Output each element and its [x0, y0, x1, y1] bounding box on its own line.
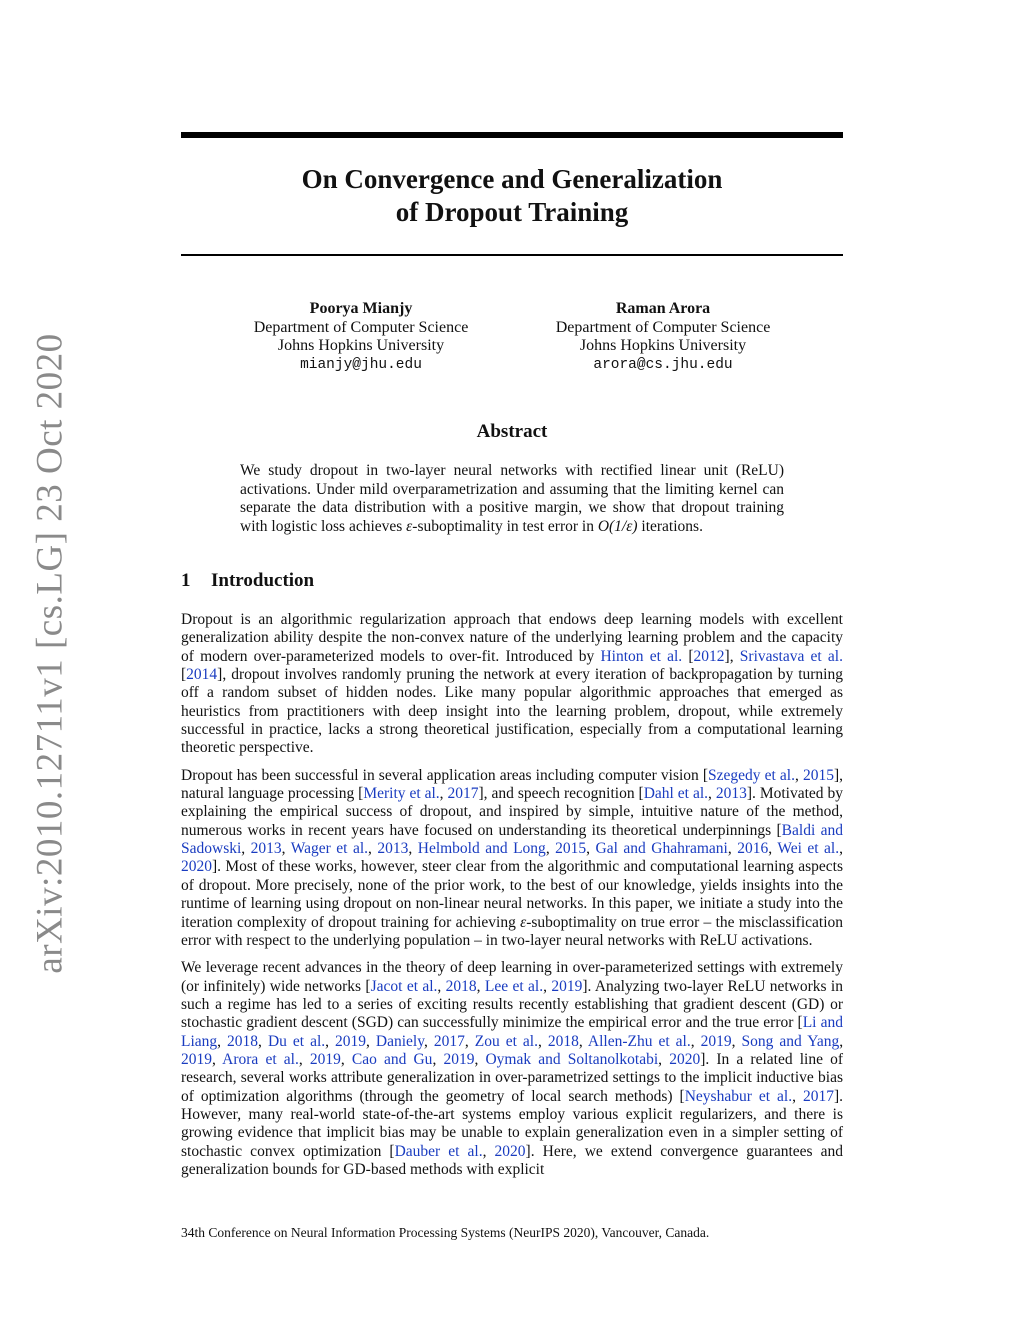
citation-link[interactable]: Dahl et al. — [643, 785, 708, 803]
citation-link[interactable]: 2017 — [802, 1087, 834, 1105]
text: ]. Here, we extend convergence guarantees and generalization bounds for GD-based methods with explicit — [181, 1142, 844, 1178]
author-department: Department of Computer Science — [555, 318, 771, 336]
section-body — [181, 611, 843, 1188]
citation-link[interactable]: Baldi and Sadowski — [181, 821, 843, 858]
citation-link[interactable]: 2019 — [181, 1050, 212, 1068]
citation-link[interactable]: Hinton et al. — [600, 647, 683, 665]
epsilon-symbol: ε — [520, 913, 527, 931]
text: , — [241, 840, 251, 858]
text: , — [423, 1032, 434, 1050]
text: [ — [181, 666, 187, 684]
section-heading — [181, 570, 314, 592]
section-title: Introduction — [211, 570, 315, 591]
text: , — [432, 1050, 444, 1068]
text: , — [727, 840, 738, 858]
author-email[interactable]: arora@cs.jhu.edu — [593, 356, 733, 373]
abstract-text — [240, 462, 784, 536]
text: , — [794, 766, 803, 784]
text: , — [543, 977, 552, 995]
citation-link[interactable]: Jacot et al. — [370, 977, 438, 995]
title-line-2: of Dropout Training — [395, 197, 629, 227]
section-number: 1 — [181, 570, 191, 591]
citation-link[interactable]: Helmbold and Long — [417, 840, 546, 858]
paper-title — [181, 163, 843, 229]
citation-link[interactable]: 2019 — [700, 1032, 732, 1050]
citation-link[interactable]: 2019 — [443, 1050, 475, 1068]
text: , — [586, 840, 596, 858]
citation-link[interactable]: Li and Liang — [181, 1014, 843, 1050]
text: We leverage recent advances in the theory of deep learning in over-parameterized settings with extremely (or infinitely) wide networks [ — [181, 959, 843, 995]
citation-link[interactable]: Zou et al. — [474, 1032, 538, 1050]
citation-link[interactable]: Song and Yang — [741, 1032, 840, 1050]
conference-footnote: 34th Conference on Neural Information Processing Systems (NeurIPS 2020), Vancouver, Canada. — [181, 1225, 710, 1240]
author-university: Johns Hopkins University — [579, 337, 747, 355]
citation-link[interactable]: Daniely — [375, 1032, 424, 1050]
citation-link[interactable]: 2016 — [737, 840, 769, 858]
text: Dropout is an algorithmic regularization approach that endows deep learning models with excellent generalization ability despite the non-convex nature of the underlying learning problem and the capacity of modern over-parameterized models to over-fit. Introduced by — [181, 611, 843, 665]
citation-link[interactable]: 2020 — [669, 1050, 701, 1068]
text: ], and speech recognition [ — [478, 785, 644, 803]
text: , — [325, 1032, 336, 1050]
text: , — [281, 840, 291, 858]
citation-link[interactable]: 2012 — [693, 647, 725, 665]
citation-link[interactable]: Dauber et al. — [394, 1142, 483, 1160]
author-name: Poorya Mianjy — [309, 300, 413, 317]
citation-link[interactable]: Arora et al. — [222, 1050, 299, 1068]
text: , — [476, 977, 485, 995]
text: ]. In a related line of research, several works attribute generalization in over-parametrized settings to the implicit inductive bias of optimization algorithms (through the geometry of local search methods) [ — [181, 1050, 844, 1105]
text: , — [437, 977, 446, 995]
text: , — [340, 1050, 352, 1068]
citation-link[interactable]: 2020 — [181, 858, 212, 876]
text: , — [464, 1032, 475, 1050]
text: , — [217, 1032, 228, 1050]
citation-link[interactable]: Merity et al. — [363, 785, 440, 803]
text: , — [408, 840, 418, 858]
citation-link[interactable]: Lee et al. — [484, 977, 544, 995]
title-top-rule — [181, 132, 843, 138]
citation-link[interactable]: 2015 — [802, 766, 834, 784]
text: , — [298, 1050, 310, 1068]
citation-link[interactable]: Wager et al. — [290, 840, 369, 858]
author-department: Department of Computer Science — [253, 318, 469, 336]
citation-link[interactable]: 2013 — [377, 840, 409, 858]
citation-link[interactable]: Oymak and Soltanolkotabi — [485, 1050, 659, 1068]
author-email[interactable]: mianjy@jhu.edu — [300, 356, 422, 373]
text: , — [258, 1032, 268, 1050]
text: , — [731, 1032, 742, 1050]
abstract-text-part: We study dropout in two-layer neural networks with rectified linear unit (ReLU) activations. Under mild overparametrization and assuming that the limiting kernel can separate the data distribution with a positive margin, we show that dropout training with logistic loss achieves — [240, 462, 784, 535]
citation-link[interactable]: 2017 — [433, 1032, 465, 1050]
paragraph-2 — [181, 767, 843, 950]
citation-link[interactable]: 2015 — [555, 840, 587, 858]
text: ]. Analyzing two-layer ReLU networks in such a regime has led to a series of exciting results recently establishing that gradient descent (GD) or stochastic gradient descent (SGD) can successfully minimize the empirical error and the true error [ — [181, 977, 843, 1032]
citation-link[interactable]: 2019 — [309, 1050, 341, 1068]
citation-link[interactable]: 2019 — [335, 1032, 367, 1050]
epsilon-symbol: ε — [406, 517, 413, 535]
text: , — [578, 1032, 588, 1050]
citation-link[interactable]: 2018 — [227, 1032, 259, 1050]
abstract-text-part: -suboptimality in test error in — [412, 517, 598, 535]
author-name: Raman Arora — [615, 300, 711, 317]
citation-link[interactable]: 2017 — [447, 785, 479, 803]
text: , — [368, 840, 378, 858]
citation-link[interactable]: Du et al. — [267, 1032, 326, 1050]
citation-link[interactable]: 2018 — [445, 977, 477, 995]
text: , — [768, 840, 778, 858]
citation-link[interactable]: Srivastava et al. — [739, 647, 843, 665]
citation-link[interactable]: 2014 — [186, 666, 218, 684]
text: , — [474, 1050, 486, 1068]
citation-link[interactable]: Gal and Ghahramani — [595, 840, 728, 858]
citation-link[interactable]: Neyshabur et al. — [684, 1087, 793, 1105]
text: , — [839, 840, 843, 858]
title-line-1: On Convergence and Generalization — [301, 164, 723, 194]
author-block-2 — [518, 300, 808, 374]
text: -suboptimality on true error – the misclassification error with respect to the underlying population – in two-layer neural networks with ReLU activations. — [181, 913, 843, 949]
abstract-text-part: iterations. — [637, 517, 703, 535]
text: , — [482, 1142, 495, 1160]
arxiv-identifier: arXiv:2010.12711v1 [cs.LG] 23 Oct 2020 — [29, 332, 71, 974]
text: , — [839, 1032, 844, 1050]
paragraph-1 — [181, 611, 843, 758]
author-university: Johns Hopkins University — [277, 337, 445, 355]
text: ]. Motivated by explaining the empirical success of dropout, and inspired by simple, intuitive nature of the method, numerous works in recent years have focused on understanding its theoretical underpinnings [ — [181, 785, 844, 839]
text: ]. Most of these works, however, steer clear from the algorithmic and computational learning aspects of dropout. More precisely, none of the prior work, to the best of our knowledge, yields insights into the runtime of learning using dropout on non-linear neural networks. In this paper, we initiate a study into the iteration complexity of dropout training for achieving — [181, 858, 843, 931]
text: ], natural language processing [ — [181, 766, 843, 803]
text: ]. However, many real-world state-of-the-art systems employ various explicit regularizers, and there is growing evidence that implicit bias may be unable to explain generalization even in a simpler setting of stochastic convex optimization [ — [181, 1087, 843, 1160]
big-o-expression: O(1/ε) — [597, 517, 638, 535]
citation-link[interactable]: 2020 — [494, 1142, 526, 1160]
text: , — [538, 1032, 548, 1050]
citation-link[interactable]: Allen-Zhu et al. — [587, 1032, 691, 1050]
citation-link[interactable]: 2013 — [250, 840, 282, 858]
text: , — [439, 785, 448, 803]
citation-link[interactable]: 2018 — [547, 1032, 579, 1050]
citation-link[interactable]: 2019 — [551, 977, 583, 995]
abstract-heading: Abstract — [476, 421, 548, 442]
text: , — [708, 785, 716, 803]
author-block-1 — [216, 300, 506, 374]
text: , — [545, 840, 556, 858]
arxiv-stamp — [29, 332, 71, 974]
paragraph-3 — [181, 959, 843, 1179]
text: [ — [682, 647, 694, 665]
text: , — [212, 1050, 223, 1068]
text: Dropout has been successful in several application areas including computer vision [ — [181, 766, 709, 784]
text: , — [792, 1087, 803, 1105]
text: ], dropout involves randomly pruning the network at every iteration of backpropagation by turning off a random subset of hidden nodes. Like many popular algorithmic approaches that emerged as heuristics from practitioners with deep insight into the learning problem, dropout, while extremely successful in practice, lacks a strong theoretical justification, especially from a computational learning theoretic perspective. — [181, 666, 843, 757]
citation-link[interactable]: Szegedy et al. — [708, 766, 795, 784]
title-bottom-rule — [181, 254, 843, 256]
citation-link[interactable]: Cao and Gu — [351, 1050, 433, 1068]
citation-link[interactable]: Wei et al. — [777, 840, 840, 858]
citation-link[interactable]: 2013 — [715, 785, 747, 803]
text: ], — [724, 647, 740, 665]
text: , — [658, 1050, 670, 1068]
text: , — [366, 1032, 376, 1050]
text: , — [690, 1032, 701, 1050]
